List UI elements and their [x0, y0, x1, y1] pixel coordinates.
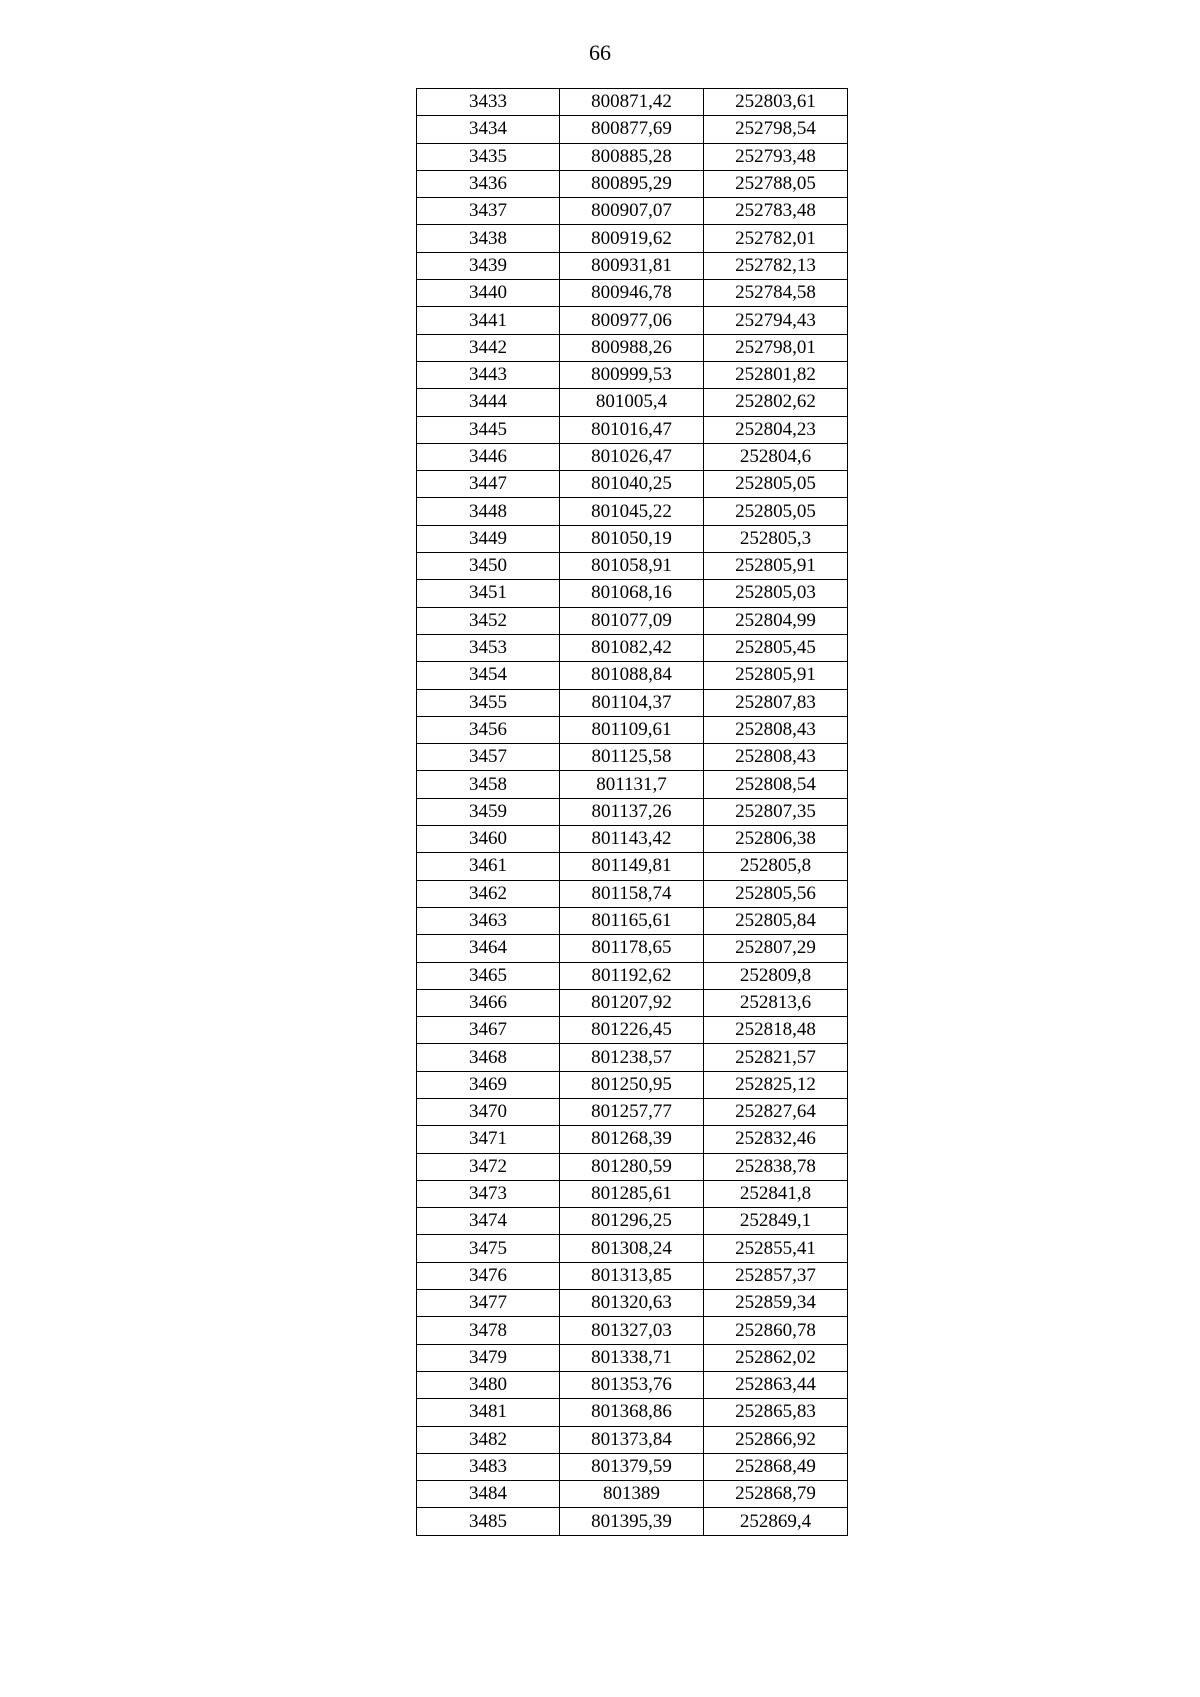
point-number-cell: 3439	[417, 252, 560, 279]
point-number-cell: 3468	[417, 1044, 560, 1071]
y-coordinate-cell: 252868,49	[704, 1453, 848, 1480]
table-row	[417, 170, 848, 197]
x-coordinate-cell: 800907,07	[560, 198, 704, 225]
point-number-cell: 3484	[417, 1481, 560, 1508]
table-row	[417, 1071, 848, 1098]
point-number-cell: 3482	[417, 1426, 560, 1453]
y-coordinate-cell: 252803,61	[704, 89, 848, 116]
point-number-cell: 3485	[417, 1508, 560, 1535]
x-coordinate-cell: 801373,84	[560, 1426, 704, 1453]
x-coordinate-cell: 801308,24	[560, 1235, 704, 1262]
y-coordinate-cell: 252857,37	[704, 1262, 848, 1289]
y-coordinate-cell: 252827,64	[704, 1098, 848, 1125]
y-coordinate-cell: 252863,44	[704, 1371, 848, 1398]
x-coordinate-cell: 801389	[560, 1481, 704, 1508]
table-row	[417, 580, 848, 607]
table-row	[417, 771, 848, 798]
y-coordinate-cell: 252860,78	[704, 1317, 848, 1344]
point-number-cell: 3471	[417, 1126, 560, 1153]
table-row	[417, 826, 848, 853]
point-number-cell: 3442	[417, 334, 560, 361]
y-coordinate-cell: 252783,48	[704, 198, 848, 225]
x-coordinate-cell: 801125,58	[560, 744, 704, 771]
y-coordinate-cell: 252808,54	[704, 771, 848, 798]
y-coordinate-cell: 252782,01	[704, 225, 848, 252]
point-number-cell: 3458	[417, 771, 560, 798]
table-row	[417, 498, 848, 525]
table-row	[417, 1098, 848, 1125]
point-number-cell: 3449	[417, 525, 560, 552]
table-row	[417, 1453, 848, 1480]
point-number-cell: 3476	[417, 1262, 560, 1289]
table-row	[417, 744, 848, 771]
point-number-cell: 3448	[417, 498, 560, 525]
point-number-cell: 3459	[417, 798, 560, 825]
table-row	[417, 1371, 848, 1398]
point-number-cell: 3443	[417, 361, 560, 388]
x-coordinate-cell: 801131,7	[560, 771, 704, 798]
y-coordinate-cell: 252805,05	[704, 471, 848, 498]
x-coordinate-cell: 800895,29	[560, 170, 704, 197]
x-coordinate-cell: 801226,45	[560, 1017, 704, 1044]
point-number-cell: 3470	[417, 1098, 560, 1125]
x-coordinate-cell: 801104,37	[560, 689, 704, 716]
table-row	[417, 1017, 848, 1044]
x-coordinate-cell: 801285,61	[560, 1180, 704, 1207]
y-coordinate-cell: 252798,01	[704, 334, 848, 361]
x-coordinate-cell: 801257,77	[560, 1098, 704, 1125]
point-number-cell: 3464	[417, 935, 560, 962]
x-coordinate-cell: 801250,95	[560, 1071, 704, 1098]
table-row	[417, 1481, 848, 1508]
point-number-cell: 3436	[417, 170, 560, 197]
table-row	[417, 607, 848, 634]
table-row	[417, 1180, 848, 1207]
y-coordinate-cell: 252813,6	[704, 989, 848, 1016]
point-number-cell: 3463	[417, 907, 560, 934]
x-coordinate-cell: 800946,78	[560, 280, 704, 307]
x-coordinate-cell: 801137,26	[560, 798, 704, 825]
point-number-cell: 3444	[417, 389, 560, 416]
y-coordinate-cell: 252818,48	[704, 1017, 848, 1044]
table-row	[417, 307, 848, 334]
point-number-cell: 3433	[417, 89, 560, 116]
table-row	[417, 280, 848, 307]
x-coordinate-cell: 800931,81	[560, 252, 704, 279]
table-row	[417, 634, 848, 661]
x-coordinate-cell: 801192,62	[560, 962, 704, 989]
point-number-cell: 3440	[417, 280, 560, 307]
y-coordinate-cell: 252821,57	[704, 1044, 848, 1071]
y-coordinate-cell: 252869,4	[704, 1508, 848, 1535]
y-coordinate-cell: 252798,54	[704, 116, 848, 143]
x-coordinate-cell: 801016,47	[560, 416, 704, 443]
y-coordinate-cell: 252808,43	[704, 744, 848, 771]
table-row	[417, 880, 848, 907]
table-row	[417, 198, 848, 225]
y-coordinate-cell: 252865,83	[704, 1399, 848, 1426]
table-row	[417, 116, 848, 143]
table-row	[417, 1208, 848, 1235]
x-coordinate-cell: 801338,71	[560, 1344, 704, 1371]
y-coordinate-cell: 252784,58	[704, 280, 848, 307]
y-coordinate-cell: 252868,79	[704, 1481, 848, 1508]
point-number-cell: 3441	[417, 307, 560, 334]
table-row	[417, 1317, 848, 1344]
x-coordinate-cell: 801368,86	[560, 1399, 704, 1426]
y-coordinate-cell: 252805,8	[704, 853, 848, 880]
y-coordinate-cell: 252805,84	[704, 907, 848, 934]
y-coordinate-cell: 252788,05	[704, 170, 848, 197]
y-coordinate-cell: 252806,38	[704, 826, 848, 853]
table-row	[417, 361, 848, 388]
y-coordinate-cell: 252807,35	[704, 798, 848, 825]
table-row	[417, 689, 848, 716]
table-row	[417, 252, 848, 279]
point-number-cell: 3475	[417, 1235, 560, 1262]
y-coordinate-cell: 252802,62	[704, 389, 848, 416]
x-coordinate-cell: 801327,03	[560, 1317, 704, 1344]
point-number-cell: 3455	[417, 689, 560, 716]
y-coordinate-cell: 252849,1	[704, 1208, 848, 1235]
table-row	[417, 1508, 848, 1535]
y-coordinate-cell: 252805,45	[704, 634, 848, 661]
y-coordinate-cell: 252804,23	[704, 416, 848, 443]
y-coordinate-cell: 252807,29	[704, 935, 848, 962]
x-coordinate-cell: 801395,39	[560, 1508, 704, 1535]
y-coordinate-cell: 252782,13	[704, 252, 848, 279]
y-coordinate-cell: 252805,05	[704, 498, 848, 525]
x-coordinate-cell: 801058,91	[560, 553, 704, 580]
y-coordinate-cell: 252805,3	[704, 525, 848, 552]
point-number-cell: 3453	[417, 634, 560, 661]
point-number-cell: 3435	[417, 143, 560, 170]
x-coordinate-cell: 801050,19	[560, 525, 704, 552]
point-number-cell: 3466	[417, 989, 560, 1016]
table-row	[417, 443, 848, 470]
table-row	[417, 389, 848, 416]
point-number-cell: 3474	[417, 1208, 560, 1235]
x-coordinate-cell: 801040,25	[560, 471, 704, 498]
x-coordinate-cell: 801178,65	[560, 935, 704, 962]
coordinates-table	[416, 88, 848, 1536]
point-number-cell: 3462	[417, 880, 560, 907]
x-coordinate-cell: 800877,69	[560, 116, 704, 143]
y-coordinate-cell: 252805,91	[704, 553, 848, 580]
x-coordinate-cell: 801296,25	[560, 1208, 704, 1235]
point-number-cell: 3452	[417, 607, 560, 634]
table-row	[417, 89, 848, 116]
x-coordinate-cell: 800919,62	[560, 225, 704, 252]
y-coordinate-cell: 252866,92	[704, 1426, 848, 1453]
table-row	[417, 525, 848, 552]
x-coordinate-cell: 801320,63	[560, 1290, 704, 1317]
y-coordinate-cell: 252838,78	[704, 1153, 848, 1180]
table-row	[417, 1153, 848, 1180]
point-number-cell: 3446	[417, 443, 560, 470]
point-number-cell: 3473	[417, 1180, 560, 1207]
point-number-cell: 3457	[417, 744, 560, 771]
point-number-cell: 3478	[417, 1317, 560, 1344]
x-coordinate-cell: 801143,42	[560, 826, 704, 853]
y-coordinate-cell: 252794,43	[704, 307, 848, 334]
table-row	[417, 1290, 848, 1317]
y-coordinate-cell: 252804,6	[704, 443, 848, 470]
y-coordinate-cell: 252801,82	[704, 361, 848, 388]
point-number-cell: 3483	[417, 1453, 560, 1480]
y-coordinate-cell: 252804,99	[704, 607, 848, 634]
x-coordinate-cell: 801158,74	[560, 880, 704, 907]
table-row	[417, 1426, 848, 1453]
table-row	[417, 1044, 848, 1071]
table-row	[417, 1126, 848, 1153]
x-coordinate-cell: 801149,81	[560, 853, 704, 880]
x-coordinate-cell: 801280,59	[560, 1153, 704, 1180]
x-coordinate-cell: 801165,61	[560, 907, 704, 934]
table-row	[417, 334, 848, 361]
point-number-cell: 3469	[417, 1071, 560, 1098]
point-number-cell: 3456	[417, 716, 560, 743]
y-coordinate-cell: 252825,12	[704, 1071, 848, 1098]
table-row	[417, 853, 848, 880]
x-coordinate-cell: 800988,26	[560, 334, 704, 361]
y-coordinate-cell: 252809,8	[704, 962, 848, 989]
x-coordinate-cell: 801088,84	[560, 662, 704, 689]
table-row	[417, 989, 848, 1016]
point-number-cell: 3467	[417, 1017, 560, 1044]
table-row	[417, 907, 848, 934]
table-row	[417, 716, 848, 743]
x-coordinate-cell: 801026,47	[560, 443, 704, 470]
y-coordinate-cell: 252807,83	[704, 689, 848, 716]
y-coordinate-cell: 252859,34	[704, 1290, 848, 1317]
table-row	[417, 798, 848, 825]
x-coordinate-cell: 800871,42	[560, 89, 704, 116]
table-row	[417, 662, 848, 689]
table-row	[417, 1235, 848, 1262]
x-coordinate-cell: 800885,28	[560, 143, 704, 170]
point-number-cell: 3450	[417, 553, 560, 580]
point-number-cell: 3465	[417, 962, 560, 989]
x-coordinate-cell: 801045,22	[560, 498, 704, 525]
y-coordinate-cell: 252832,46	[704, 1126, 848, 1153]
point-number-cell: 3480	[417, 1371, 560, 1398]
point-number-cell: 3479	[417, 1344, 560, 1371]
point-number-cell: 3460	[417, 826, 560, 853]
table-row	[417, 225, 848, 252]
y-coordinate-cell: 252805,56	[704, 880, 848, 907]
table-row	[417, 1262, 848, 1289]
table-row	[417, 935, 848, 962]
point-number-cell: 3438	[417, 225, 560, 252]
table-row	[417, 471, 848, 498]
y-coordinate-cell: 252808,43	[704, 716, 848, 743]
point-number-cell: 3461	[417, 853, 560, 880]
x-coordinate-cell: 801379,59	[560, 1453, 704, 1480]
coordinates-table-body	[417, 89, 848, 1536]
page-number: 66	[589, 40, 611, 65]
y-coordinate-cell: 252855,41	[704, 1235, 848, 1262]
x-coordinate-cell: 800977,06	[560, 307, 704, 334]
y-coordinate-cell: 252805,91	[704, 662, 848, 689]
point-number-cell: 3445	[417, 416, 560, 443]
x-coordinate-cell: 801353,76	[560, 1371, 704, 1398]
x-coordinate-cell: 801109,61	[560, 716, 704, 743]
table-row	[417, 1344, 848, 1371]
point-number-cell: 3454	[417, 662, 560, 689]
y-coordinate-cell: 252841,8	[704, 1180, 848, 1207]
point-number-cell: 3477	[417, 1290, 560, 1317]
x-coordinate-cell: 800999,53	[560, 361, 704, 388]
x-coordinate-cell: 801005,4	[560, 389, 704, 416]
point-number-cell: 3434	[417, 116, 560, 143]
y-coordinate-cell: 252862,02	[704, 1344, 848, 1371]
point-number-cell: 3481	[417, 1399, 560, 1426]
x-coordinate-cell: 801238,57	[560, 1044, 704, 1071]
table-row	[417, 553, 848, 580]
point-number-cell: 3451	[417, 580, 560, 607]
table-row	[417, 416, 848, 443]
point-number-cell: 3437	[417, 198, 560, 225]
table-row	[417, 1399, 848, 1426]
point-number-cell: 3472	[417, 1153, 560, 1180]
y-coordinate-cell: 252805,03	[704, 580, 848, 607]
x-coordinate-cell: 801313,85	[560, 1262, 704, 1289]
table-row	[417, 143, 848, 170]
x-coordinate-cell: 801268,39	[560, 1126, 704, 1153]
x-coordinate-cell: 801068,16	[560, 580, 704, 607]
x-coordinate-cell: 801207,92	[560, 989, 704, 1016]
y-coordinate-cell: 252793,48	[704, 143, 848, 170]
point-number-cell: 3447	[417, 471, 560, 498]
table-row	[417, 962, 848, 989]
x-coordinate-cell: 801077,09	[560, 607, 704, 634]
x-coordinate-cell: 801082,42	[560, 634, 704, 661]
